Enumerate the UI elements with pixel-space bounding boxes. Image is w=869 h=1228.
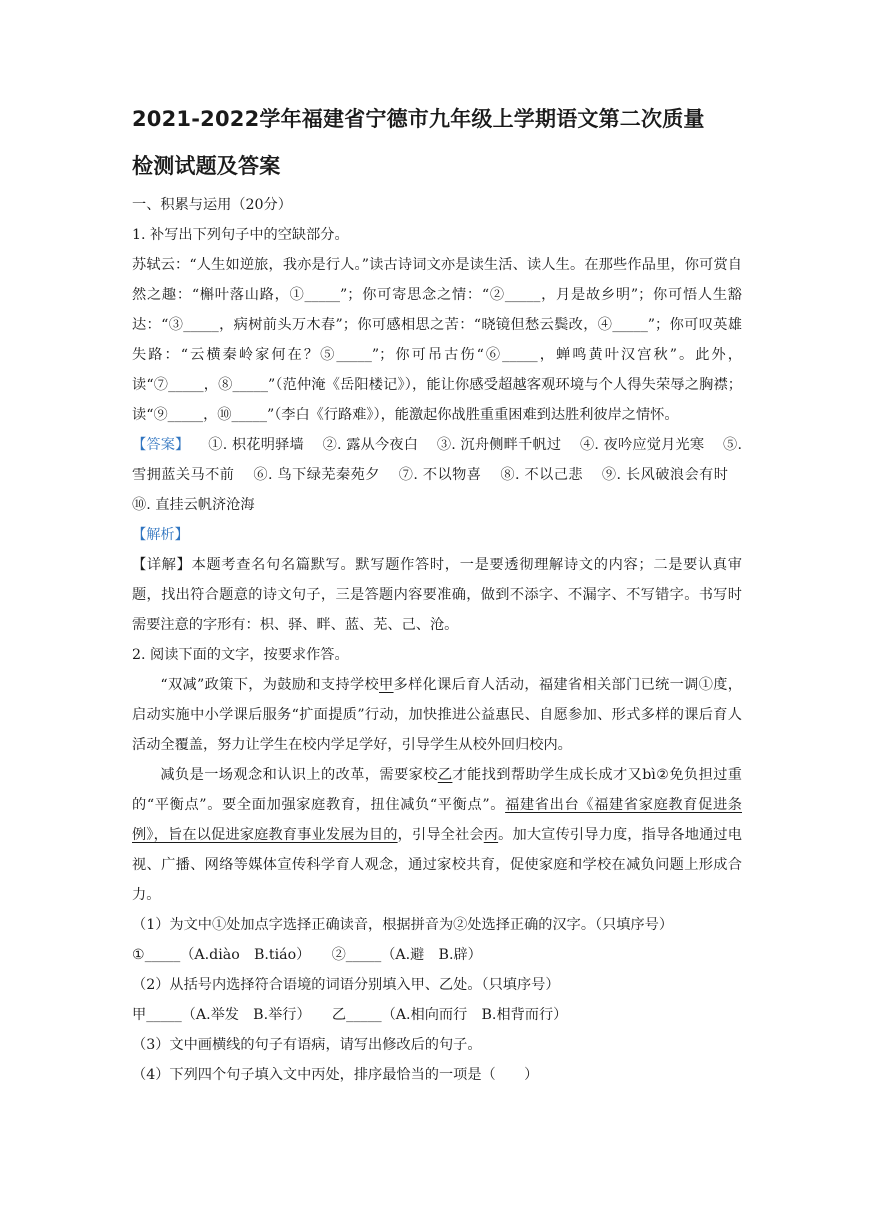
document-title-cont: 检测试题及答案 [132, 154, 281, 178]
answer-item: ⑩. 直挂云帆济沧海 [132, 497, 255, 513]
detail-explanation: 【详解】本题考查名句名篇默写。默写题作答时，一是要透彻理解诗文的内容；二是要认真审题，找出符合题意的诗文句子，三是答题内容要准确，做到不添字、不漏字、不写错字。书写时需要注意的字形有：枳、驿、畔、蓝、芜、己、沧。 [132, 557, 742, 633]
blank-yi: 乙 [437, 767, 453, 783]
analysis-label: 【解析】 [132, 527, 189, 543]
question-1-prompt: 1. 补写出下列句子中的空缺部分。 [132, 227, 349, 243]
sub-question-1-options: ①_____（A.diào B.tiáo） ②_____（A.避 B.辟） [132, 947, 482, 963]
sub-question-3: （3）文中画横线的句子有语病，请写出修改后的句子。 [132, 1037, 482, 1053]
answer-item: ⑦. 不以物喜 [398, 467, 482, 483]
passage-paragraph-2: 减负是一场观念和认识上的改革，需要家校乙才能找到帮助学生成长成才又bì②免负担过重的“平衡点”。要全面加强家庭教育，扭住减负“平衡点”。福建省出台《福建省家庭教育促进条例》，旨在以促进家庭教育事业发展为目的，引导全社会丙。加大宣传引导力度，指导各地通过电视、广播、网络等媒体宣传科学育人观念，通过家校共育，促使家庭和学校在减负问题上形成合力。 [132, 767, 742, 903]
answer-block [132, 430, 742, 520]
section-heading: 一、积累与运用（20分） [132, 197, 292, 213]
dotted-char: 调 · [684, 677, 699, 693]
sub-question-4: （4）下列四个句子填入文中丙处，排序最恰当的一项是（ ） [132, 1067, 539, 1083]
question-1-body: 苏轼云：“人生如逆旅，我亦是行人。”读古诗词文亦是读生活、读人生。在那些作品里，你可赏自然之趣：“槲叶落山路，①_____”；你可寄思念之情：“②_____，月是故乡明”；你可悟人生豁达：“③_____，病树前头万木春”；你可感相思之苦：“晓镜但愁云鬓改，④_____”；你可叹英雄失路：“云横秦岭家何在？⑤_____”；你可吊古伤“⑥_____，蝉鸣黄叶汉宫秋”。此外，读“⑦_____，⑧_____”（范仲淹《岳阳楼记》），能让你感受超越客观环境与个人得失荣辱之胸襟；读“⑨_____，⑩_____”（李白《行路难》），能激起你战胜重重困难到达胜利彼岸之情怀。 [132, 257, 742, 423]
answer-item: ⑧. 不以己悲 [500, 467, 583, 483]
document-title: 2021-2022学年福建省宁德市九年级上学期语文第二次质量 [132, 107, 705, 131]
answer-label: 【答案】 [132, 437, 190, 453]
answer-item: ⑤. 雪拥蓝关马不前 [132, 437, 742, 483]
blank-bing: 丙 [483, 827, 499, 843]
answer-item: ①. 枳花明驿墙 [208, 437, 304, 453]
answer-item: ④. 夜吟应觉月光寒 [579, 437, 705, 453]
underlined-sentence: 福建省出台《福建省家庭教育促进条例》，旨在以促进家庭教育事业发展为目的 [132, 797, 742, 843]
sub-question-2: （2）从括号内选择符合语境的词语分别填入甲、乙处。（只填序号） [132, 977, 560, 993]
blank-jia: 甲 [379, 677, 394, 693]
passage-paragraph-1: “双减”政策下，为鼓励和支持学校甲多样化课后育人活动，福建省相关部门已统一调 ·①度，启动实施中小学课后服务“扩面提质”行动，加快推进公益惠民、自愿参加、形式多样的课后育人活动全覆盖，努力让学生在校内学足学好，引导学生从校外回归校内。 [132, 670, 742, 760]
sub-question-2-options: 甲_____（A.举发 B.举行） 乙_____（A.相向而行 B.相背而行） [132, 1007, 568, 1023]
answer-item: ⑥. 鸟下绿芜秦苑夕 [253, 467, 380, 483]
question-2-prompt: 2. 阅读下面的文字，按要求作答。 [132, 647, 349, 663]
answer-item: ⑨. 长风破浪会有时 [601, 467, 728, 483]
sub-question-1: （1）为文中①处加点字选择正确读音，根据拼音为②处选择正确的汉字。（只填序号） [132, 917, 674, 933]
answer-item: ③. 沉舟侧畔千帆过 [436, 437, 562, 453]
document-page [132, 96, 742, 1090]
answer-item: ②. 露从今夜白 [322, 437, 419, 453]
